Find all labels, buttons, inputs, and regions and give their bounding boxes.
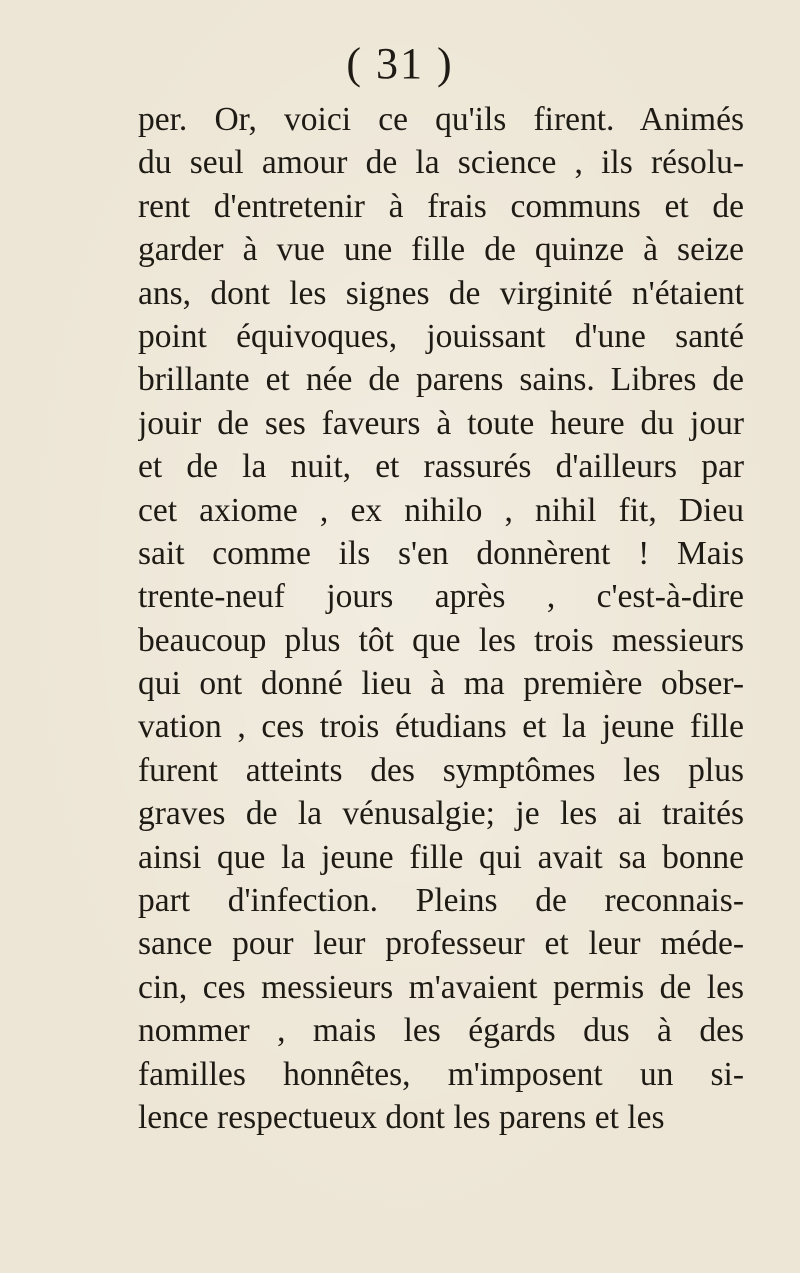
text-line: rent d'entretenir à frais communs et de <box>138 187 744 225</box>
text-line: graves de la vénusalgie; je les ai traités <box>138 795 744 833</box>
text-line: trente-neuf jours après , c'est-à-dire <box>138 578 744 616</box>
text-line: qui ont donné lieu à ma première obser- <box>138 665 744 703</box>
text-line: du seul amour de la science , ils résolu- <box>138 144 744 182</box>
text-line: furent atteints des symptômes les plus <box>138 751 744 789</box>
text-line: sance pour leur professeur et leur méde- <box>138 925 744 963</box>
text-line: cet axiome , ex nihilo , nihil fit, Dieu <box>138 491 744 529</box>
text-line: lence respectueux dont les parens et les <box>138 1098 665 1136</box>
text-line: nommer , mais les égards dus à des <box>138 1012 744 1050</box>
body-text <box>138 98 744 1139</box>
text-line: cin, ces messieurs m'avaient permis de les <box>138 968 744 1006</box>
text-line: point équivoques, jouissant d'une santé <box>138 317 744 355</box>
text-line: part d'infection. Pleins de reconnais- <box>138 882 744 920</box>
text-line: garder à vue une fille de quinze à seize <box>138 231 744 269</box>
text-line: jouir de ses faveurs à toute heure du jour <box>138 404 744 442</box>
text-line: ans, dont les signes de virginité n'étaient <box>138 274 744 312</box>
text-line: familles honnêtes, m'imposent un si- <box>138 1055 744 1093</box>
text-line: ainsi que la jeune fille qui avait sa bonne <box>138 838 744 876</box>
text-line: sait comme ils s'en donnèrent ! Mais <box>138 534 744 572</box>
text-line: per. Or, voici ce qu'ils firent. Animés <box>138 101 744 138</box>
text-line: brillante et née de parens sains. Libres de <box>138 361 744 399</box>
text-line: et de la nuit, et rassurés d'ailleurs par <box>138 448 744 486</box>
page-number: ( 31 ) <box>346 39 454 88</box>
text-line: vation , ces trois étudians et la jeune fille <box>138 708 744 746</box>
text-line: beaucoup plus tôt que les trois messieurs <box>138 621 744 659</box>
